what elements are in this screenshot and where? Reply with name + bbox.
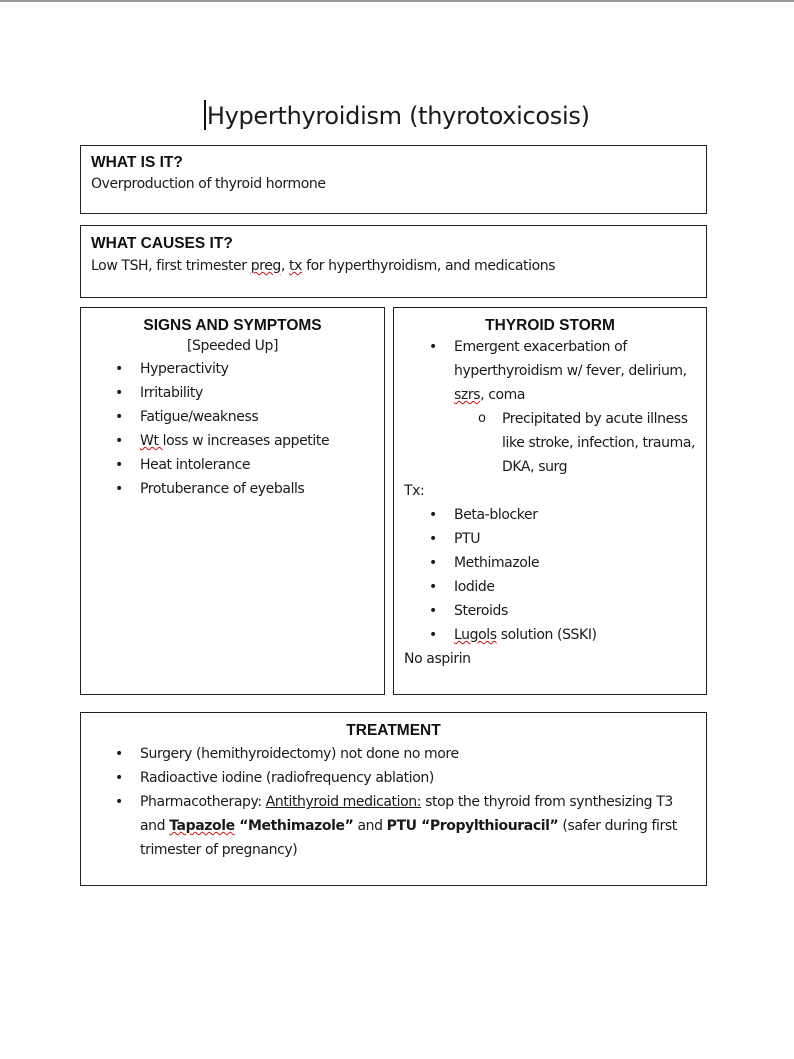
what-is-it-heading: WHAT IS IT? (91, 154, 183, 171)
list-item: • Heat intolerance (140, 453, 384, 477)
list-item (140, 429, 384, 453)
page-title-text: Hyperthyroidism (thyrotoxicosis) (206, 102, 590, 130)
what-is-it-text: Overproduction of thyroid hormone (91, 176, 326, 192)
causes-text-part: , (280, 258, 290, 274)
list-item: • Iodide (454, 575, 696, 599)
list-item-text: solution (SSKI) (496, 627, 597, 643)
signs-heading: SIGNS AND SYMPTOMS (143, 317, 322, 334)
no-aspirin-note: No aspirin (404, 651, 471, 667)
spell-error-lugols[interactable]: Lugols (454, 627, 497, 643)
methimazole-text: “Methimazole” (234, 818, 354, 834)
tx-label: Tx: (404, 483, 425, 499)
list-item-text: loss w increases appetite (162, 433, 330, 449)
list-item: • Radioactive iodine (radiofrequency ablation) (140, 766, 700, 790)
what-causes-it-section (80, 225, 707, 298)
treatment-list (140, 742, 700, 862)
ptu-text: PTU “Propylthiouracil” (386, 818, 559, 834)
list-item-text: (safer during first trimester of pregnancy) (140, 818, 677, 858)
thyroid-storm-section (393, 307, 707, 695)
treatment-section (80, 712, 707, 886)
text-cursor (204, 100, 206, 130)
what-causes-it-heading: WHAT CAUSES IT? (91, 235, 233, 252)
spell-error-preg[interactable]: preg (250, 258, 281, 274)
what-causes-it-text (91, 254, 696, 278)
list-item-text: , coma (480, 387, 526, 403)
list-item: • PTU (454, 527, 696, 551)
list-item: • Beta-blocker (454, 503, 696, 527)
list-item: • Irritability (140, 381, 384, 405)
spell-error-tapazole[interactable]: Tapazole (169, 818, 235, 834)
list-item: • Surgery (hemithyroidectomy) not done no more (140, 742, 700, 766)
antithyroid-medication-link: Antithyroid medication: (265, 794, 422, 810)
causes-text-part: for hyperthyroidism, and medications (302, 258, 556, 274)
page-title (0, 100, 794, 130)
signs-subheading: [Speeded Up] (186, 338, 279, 354)
tx-list (454, 503, 696, 647)
list-item-text: Emergent exacerbation of hyperthyroidism w/ fever, delirium, (454, 339, 687, 379)
spell-error-wt[interactable]: Wt (140, 433, 163, 449)
list-item (454, 623, 696, 647)
what-is-it-section (80, 145, 707, 214)
list-item-text: stop the thyroid from synthesizing T3 and (140, 794, 673, 834)
spell-error-tx[interactable]: tx (289, 258, 303, 274)
storm-heading: THYROID STORM (485, 317, 615, 334)
list-item: • Methimazole (454, 551, 696, 575)
list-item (454, 335, 698, 479)
signs-list (140, 357, 384, 501)
list-item: • Steroids (454, 599, 696, 623)
list-item-text: and (353, 818, 387, 834)
spell-error-szrs[interactable]: szrs (454, 387, 481, 403)
treatment-heading: TREATMENT (346, 722, 441, 739)
sub-list-item: o Precipitated by acute illness like stroke, infection, trauma, DKA, surg (502, 407, 698, 479)
list-item (140, 790, 700, 862)
list-item: • Fatigue/weakness (140, 405, 384, 429)
causes-text-part: Low TSH, first trimester (91, 258, 251, 274)
storm-list (454, 335, 698, 479)
list-item: • Protuberance of eyeballs (140, 477, 384, 501)
list-item-text: Pharmacotherapy: (140, 794, 266, 810)
page-top-border (0, 0, 794, 2)
signs-and-symptoms-section (80, 307, 385, 695)
storm-sublist (502, 407, 698, 479)
list-item: • Hyperactivity (140, 357, 384, 381)
